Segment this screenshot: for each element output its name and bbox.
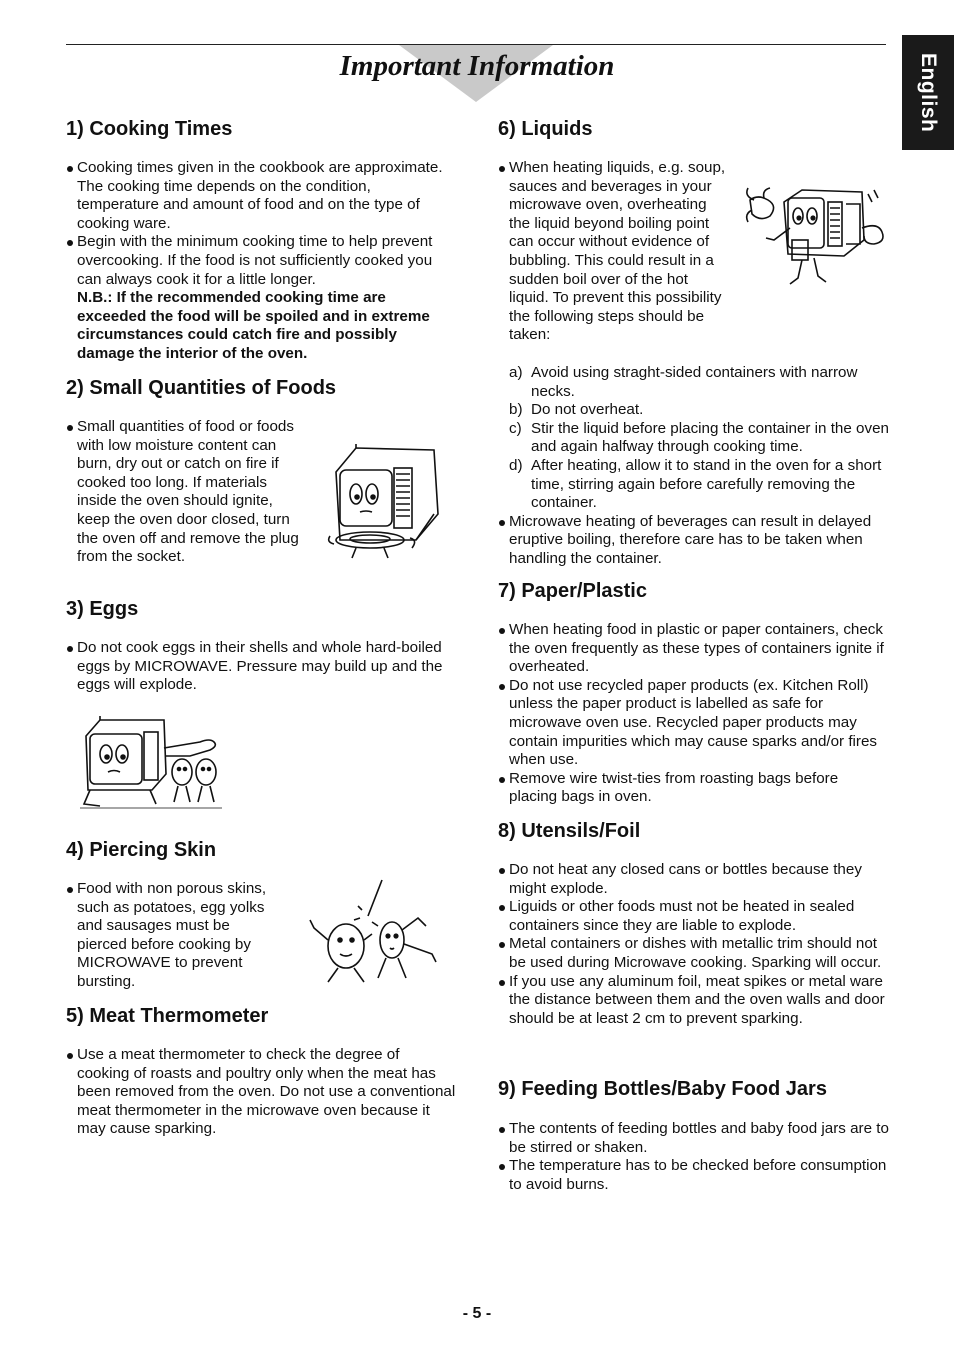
step-text: Avoid using straght-sided containers with narrow necks.	[531, 364, 858, 400]
bullet-item: The contents of feeding bottles and baby food jars are to be stirred or shaken.	[498, 1120, 890, 1157]
bullet-item: Remove wire twist-ties from roasting bags before placing bags in oven.	[498, 770, 890, 807]
bullet-item: Do not use recycled paper products (ex. Kitchen Roll) unless the paper product is labelled as safe for microwave oven use. Recycled paper products may contain impurities which may cause sparks and/or fires when use.	[498, 677, 890, 770]
heading-utensils-foil: 8) Utensils/Foil	[498, 820, 641, 842]
bullet-item: When heating food in plastic or paper containers, check the oven frequently as these types of containers ignite if overheated.	[498, 621, 890, 677]
heading-piercing-skin: 4) Piercing Skin	[66, 839, 217, 861]
step-text: Stir the liquid before placing the container in the oven and again halfway through cooking time.	[531, 419, 889, 456]
step-key: c)	[509, 419, 522, 437]
bullet-item: Cooking times given in the cookbook are approximate. The cooking time depends on the condition, temperature and amount of food and on the type of cooking ware.	[66, 159, 456, 233]
boiling-liquid-illustration	[744, 188, 888, 292]
section-liquids-intro	[498, 159, 726, 345]
step-key: d)	[509, 456, 523, 474]
section-small-quantities	[66, 418, 306, 567]
section-meat-thermometer	[66, 1046, 456, 1139]
bullet-item: Food with non porous skins, such as potatoes, egg yolks and sausages must be pierced before cooking by MICROWAVE to prevent bursting.	[66, 880, 280, 992]
section-piercing-skin	[66, 880, 280, 992]
bullet-item: Begin with the minimum cooking time to help prevent overcooking. If the food is not sufficiently cooked you can always cook it for a little longer.	[66, 233, 456, 289]
heading-feeding-bottles: 9) Feeding Bottles/Baby Food Jars	[498, 1078, 827, 1100]
piercing-food-illustration	[306, 878, 440, 988]
section-cooking-times	[66, 159, 456, 364]
microwave-plate-illustration	[326, 444, 444, 560]
step-item	[509, 420, 890, 457]
section-utensils-foil	[498, 861, 890, 1028]
microwave-eggs-illustration	[80, 714, 222, 810]
heading-cooking-times: 1) Cooking Times	[66, 118, 233, 140]
bullet-item: Metal containers or dishes with metallic trim should not be used during Microwave cooking. Sparking will occur.	[498, 935, 890, 972]
step-text: After heating, allow it to stand in the oven for a short time, stirring again before carefully removing the container.	[531, 456, 882, 512]
bullet-item: Liguids or other foods must not be heated in sealed containers since they are liable to explode.	[498, 898, 890, 935]
step-item	[509, 364, 890, 401]
step-item	[509, 401, 890, 420]
bullet-item: If you use any aluminum foil, meat spikes or metal ware the distance between them and the oven walls and door should be at least 2 cm to prevent sparking.	[498, 973, 890, 1029]
bullet-item: When heating liquids, e.g. soup, sauces and beverages in your microwave oven, overheating the liquid beyond boiling point can occur without evidence of bubbling. This could result in a sudden boil over of the hot liquid. To prevent this possibility the following steps should be taken:	[498, 159, 726, 345]
heading-eggs: 3) Eggs	[66, 598, 139, 620]
bullet-item: Small quantities of food or foods with low moisture content can burn, dry out or catch on fire if cooked too long. If materials inside the oven should ignite, keep the oven door closed, turn the oven off and remove the plug from the socket.	[66, 418, 306, 567]
page-title: Important Information	[339, 50, 615, 82]
section-liquids-steps	[498, 364, 890, 569]
step-item	[509, 457, 890, 513]
note-nb: N.B.: If the recommended cooking time are exceeded the food will be spoiled and in extreme circumstances could catch fire and possibly damage the interior of the oven.	[77, 289, 430, 362]
heading-paper-plastic: 7) Paper/Plastic	[498, 580, 647, 602]
heading-small-quantities: 2) Small Quantities of Foods	[66, 377, 337, 399]
bullet-item: Microwave heating of beverages can result in delayed eruptive boiling, therefore care has to be taken when handling the container.	[498, 513, 890, 569]
language-tab	[902, 35, 954, 150]
page-number: - 5 -	[462, 1305, 492, 1322]
heading-meat-thermometer: 5) Meat Thermometer	[66, 1005, 269, 1027]
section-feeding-bottles	[498, 1120, 890, 1194]
step-key: a)	[509, 364, 523, 381]
section-eggs	[66, 639, 456, 695]
bullet-item: Do not heat any closed cans or bottles because they might explode.	[498, 861, 890, 898]
step-text: Do not overheat.	[531, 401, 644, 419]
language-tab-label: English	[917, 52, 940, 133]
bullet-item: The temperature has to be checked before consumption to avoid burns.	[498, 1157, 890, 1194]
heading-liquids: 6) Liquids	[498, 118, 593, 140]
section-paper-plastic	[498, 621, 890, 807]
step-key: b)	[509, 401, 523, 419]
bullet-item: Do not cook eggs in their shells and whole hard-boiled eggs by MICROWAVE. Pressure may build up and the eggs will explode.	[66, 639, 456, 695]
bullet-item: Use a meat thermometer to check the degree of cooking of roasts and poultry only when the meat has been removed from the oven. Do not use a conventional meat thermometer in the microwave oven because it may cause sparking.	[66, 1046, 456, 1139]
